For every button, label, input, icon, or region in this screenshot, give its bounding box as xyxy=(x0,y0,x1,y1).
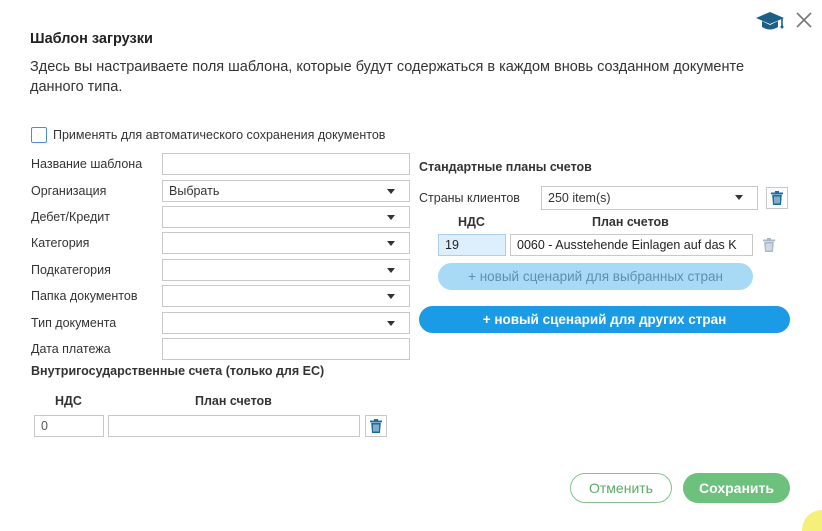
trash-icon xyxy=(763,238,775,252)
doc-folder-select[interactable] xyxy=(162,285,410,307)
subcategory-label: Подкатегория xyxy=(31,263,111,277)
graduation-cap-icon[interactable] xyxy=(755,9,785,33)
payment-date-input[interactable] xyxy=(162,338,410,360)
countries-delete-button[interactable] xyxy=(766,187,788,209)
standard-delete-button[interactable] xyxy=(758,234,780,256)
new-scenario-other-button[interactable]: + новый сценарий для других стран xyxy=(419,306,790,333)
dialog-title: Шаблон загрузки xyxy=(30,31,153,47)
debit-credit-label: Дебет/Кредит xyxy=(31,210,110,224)
corner-decoration xyxy=(802,510,822,531)
standard-vat-header: НДС xyxy=(458,215,485,229)
client-countries-label: Страны клиентов xyxy=(419,191,520,205)
standard-vat-input[interactable]: 19 xyxy=(438,234,506,256)
category-label: Категория xyxy=(31,236,90,250)
organization-label: Организация xyxy=(31,184,107,198)
doc-type-select[interactable] xyxy=(162,312,410,334)
auto-save-label: Применять для автоматического сохранения документов xyxy=(53,128,386,142)
dialog-description: Здесь вы настраиваете поля шаблона, которые будут содержаться в каждом вновь созданном документе данного типа. xyxy=(30,59,745,95)
domestic-vat-header: НДС xyxy=(55,394,82,408)
standard-plans-title: Стандартные планы счетов xyxy=(419,160,592,174)
domestic-vat-input[interactable]: 0 xyxy=(34,415,104,437)
standard-plan-input[interactable]: 0060 - Ausstehende Einlagen auf das K xyxy=(510,234,753,256)
subcategory-select[interactable] xyxy=(162,259,410,281)
trash-icon xyxy=(370,419,382,433)
standard-plan-header: План счетов xyxy=(592,215,669,229)
doc-type-label: Тип документа xyxy=(31,316,117,330)
domestic-accounts-title: Внутригосударственные счета (только для ЕС) xyxy=(31,364,325,378)
domestic-plan-header: План счетов xyxy=(195,394,272,408)
category-select[interactable] xyxy=(162,232,410,254)
doc-folder-label: Папка документов xyxy=(31,289,138,303)
save-button[interactable]: Сохранить xyxy=(683,473,790,503)
organization-select[interactable]: Выбрать xyxy=(162,180,410,202)
template-name-input[interactable] xyxy=(162,153,410,175)
domestic-delete-button[interactable] xyxy=(365,415,387,437)
template-name-label: Название шаблона xyxy=(31,157,143,171)
cancel-button[interactable]: Отменить xyxy=(570,473,672,503)
payment-date-label: Дата платежа xyxy=(31,342,111,356)
new-scenario-selected-button[interactable]: + новый сценарий для выбранных стран xyxy=(438,263,753,290)
auto-save-checkbox[interactable] xyxy=(31,127,47,143)
close-icon[interactable] xyxy=(794,10,814,30)
domestic-plan-input[interactable] xyxy=(108,415,360,437)
client-countries-select[interactable]: 250 item(s) xyxy=(541,186,758,210)
trash-icon xyxy=(771,191,783,205)
debit-credit-select[interactable] xyxy=(162,206,410,228)
